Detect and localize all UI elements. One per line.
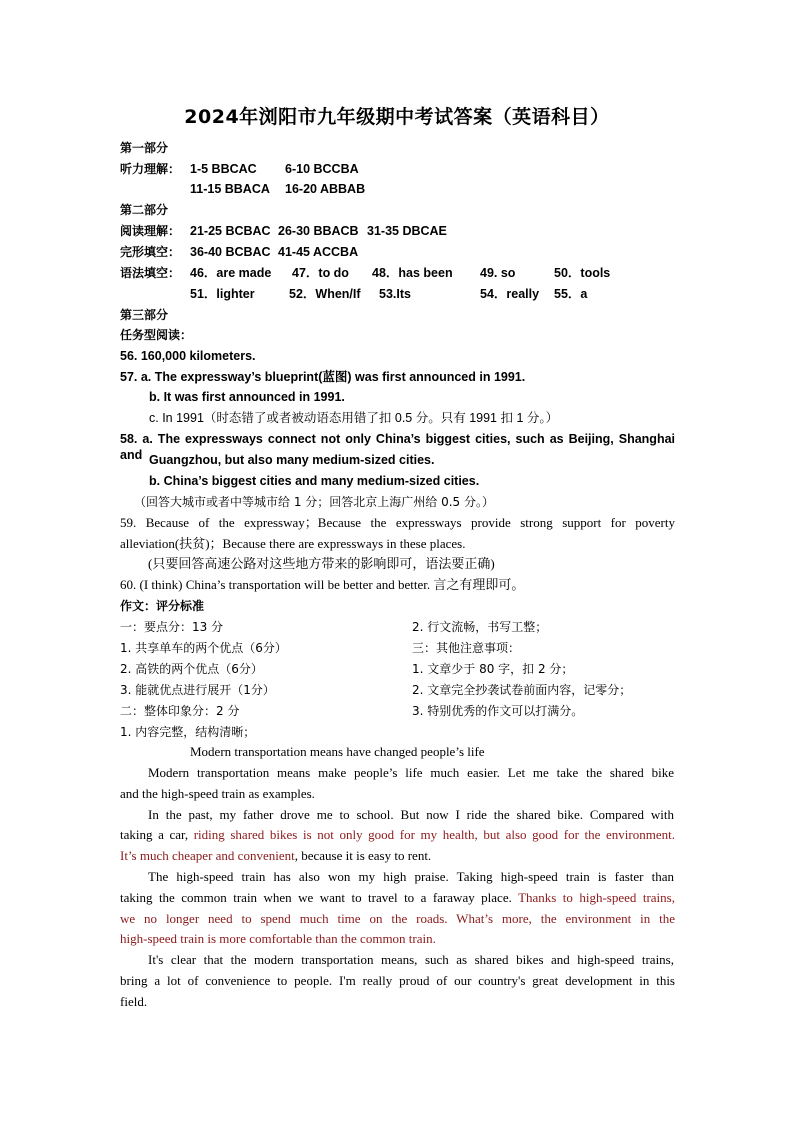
criteria-right-item: 3. 特别优秀的作文可以打满分。 <box>412 704 584 718</box>
grammar-answer: 47．to do <box>292 266 349 280</box>
essay-p4-line1: It's clear that the modern transportation means, such as shared bikes and high-speed trains, <box>148 952 674 967</box>
answer-59-note: (只要回答高速公路对这些地方带来的影响即可，语法要正确) <box>148 556 495 571</box>
essay-title: Modern transportation means have changed people’s life <box>190 744 485 759</box>
answer-59-line2: alleviation(扶贫)；Because there are expressways in these places. <box>120 536 466 551</box>
essay-text-segment: , because it is easy to rent. <box>294 848 432 863</box>
criteria-left-item: 1. 内容完整，结构清晰； <box>120 725 256 739</box>
criteria-left-item: 一：要点分：13 分 <box>120 620 224 634</box>
essay-p1-line1: Modern transportation means make people’s life much easier. Let me take the shared bike <box>148 765 674 780</box>
essay-p3-line1: The high-speed train has also won my high praise. Taking high-speed train is faster than <box>148 869 674 884</box>
cloze-label: 完形填空： <box>120 245 181 259</box>
listening-label: 听力理解： <box>120 162 181 176</box>
criteria-right-item: 2. 文章完全抄袭试卷前面内容，记零分； <box>412 683 632 697</box>
essay-p4-line3: field. <box>120 994 148 1009</box>
essay-text-segment: taking a car, <box>120 827 194 842</box>
criteria-left-item: 3. 能就优点进行展开（1分） <box>120 683 275 697</box>
page-title: 2024年浏阳市九年级期中考试答案（英语科目） <box>184 106 610 128</box>
answer-57c: c. In 1991（时态错了或者被动语态用错了扣 0.5 分。只有 1991 扣 1 分。） <box>149 411 559 425</box>
answer-58a-line1: 58. a. The expressways connect not only China’s biggest cities, such as Beijing, Shanghai and <box>120 432 675 462</box>
criteria-right-item: 2. 行文流畅，书写工整； <box>412 620 548 634</box>
criteria-left-item: 2. 高铁的两个优点（6分） <box>120 662 263 676</box>
criteria-left-item: 1. 共享单车的两个优点（6分） <box>120 641 287 655</box>
answer-58a-line2: Guangzhou, but also many medium-sized cities. <box>149 453 435 467</box>
grammar-answer: 52．When/If <box>289 287 361 301</box>
grammar-answer: 50．tools <box>554 266 611 280</box>
essay-p2-line1: In the past, my father drove me to school. But now I ride the shared bike. Compared with <box>148 807 674 822</box>
grammar-answer: 48．has been <box>372 266 453 280</box>
grammar-answer: 46．are made <box>190 266 272 280</box>
reading-label: 阅读理解： <box>120 224 181 238</box>
essay-highlight-segment: Thanks to high-speed trains, <box>518 890 675 905</box>
listening-answers-3: 11-15 BBACA <box>190 182 270 196</box>
part2-heading: 第二部分 <box>120 203 169 217</box>
grammar-label: 语法填空： <box>120 266 181 280</box>
essay-p1-line2: and the high-speed train as examples. <box>120 786 315 801</box>
reading-answers-1: 21-25 BCBAC <box>190 224 271 238</box>
essay-highlight-segment: It’s much cheaper and convenient <box>120 848 295 863</box>
reading-answers-3: 31-35 DBCAE <box>367 224 447 238</box>
grammar-answer: 54．really <box>480 287 540 301</box>
listening-answers-1: 1-5 BBCAC <box>190 162 257 176</box>
essay-highlight-segment: riding shared bikes is not only good for my health, but also good for the environment. <box>193 827 675 842</box>
listening-answers-4: 16-20 ABBAB <box>285 182 366 196</box>
answer-56: 56. 160,000 kilometers. <box>120 349 256 363</box>
listening-answers-2: 6-10 BCCBA <box>285 162 359 176</box>
criteria-right-item: 1. 文章少于 80 字，扣 2 分； <box>412 662 574 676</box>
essay-p2-line3 <box>120 848 431 864</box>
cloze-answers-2: 41-45 ACCBA <box>278 245 359 259</box>
essay-p3-line4: high-speed train is more comfortable than the common train. <box>120 931 436 946</box>
criteria-right-item: 三：其他注意事项： <box>412 641 521 655</box>
essay-p4-line2: bring a lot of convenience to people. I'm really proud of our country's great development in this <box>120 973 675 988</box>
part3-heading: 第三部分 <box>120 308 169 322</box>
reading-answers-2: 26-30 BBACB <box>278 224 359 238</box>
grammar-answer: 49. so <box>480 266 516 280</box>
answer-57a: 57. a. The expressway’s blueprint(蓝图) was first announced in 1991. <box>120 370 526 384</box>
grammar-answer: 55．a <box>554 287 588 301</box>
essay-p3-line3: we no longer need to spend much time on the roads. What’s more, the environment in the <box>120 911 675 926</box>
answer-59-line1: 59. Because of the expressway；Because the expressways provide strong support for poverty <box>120 515 675 530</box>
essay-p3-line2 <box>120 890 675 906</box>
essay-p2-line2 <box>120 827 675 843</box>
cloze-answers-1: 36-40 BCBAC <box>190 245 271 259</box>
criteria-left-item: 二：整体印象分：2 分 <box>120 704 240 718</box>
answer-57b: b. It was first announced in 1991. <box>149 390 345 404</box>
grammar-answer: 51．lighter <box>190 287 255 301</box>
writing-label: 作文：评分标准 <box>120 599 205 613</box>
answer-58-note: （回答大城市或者中等城市给 1 分；回答北京上海广州给 0.5 分。） <box>134 495 494 509</box>
task-reading-label: 任务型阅读： <box>120 328 193 342</box>
answer-58b: b. China’s biggest cities and many medium-sized cities. <box>149 474 480 488</box>
answer-60: 60. (I think) China’s transportation will be better and better. 言之有理即可。 <box>120 577 525 592</box>
part1-heading: 第一部分 <box>120 141 169 155</box>
essay-text-segment: taking the common train when we want to travel to a faraway place. <box>120 890 519 905</box>
grammar-answer: 53.Its <box>379 287 411 301</box>
